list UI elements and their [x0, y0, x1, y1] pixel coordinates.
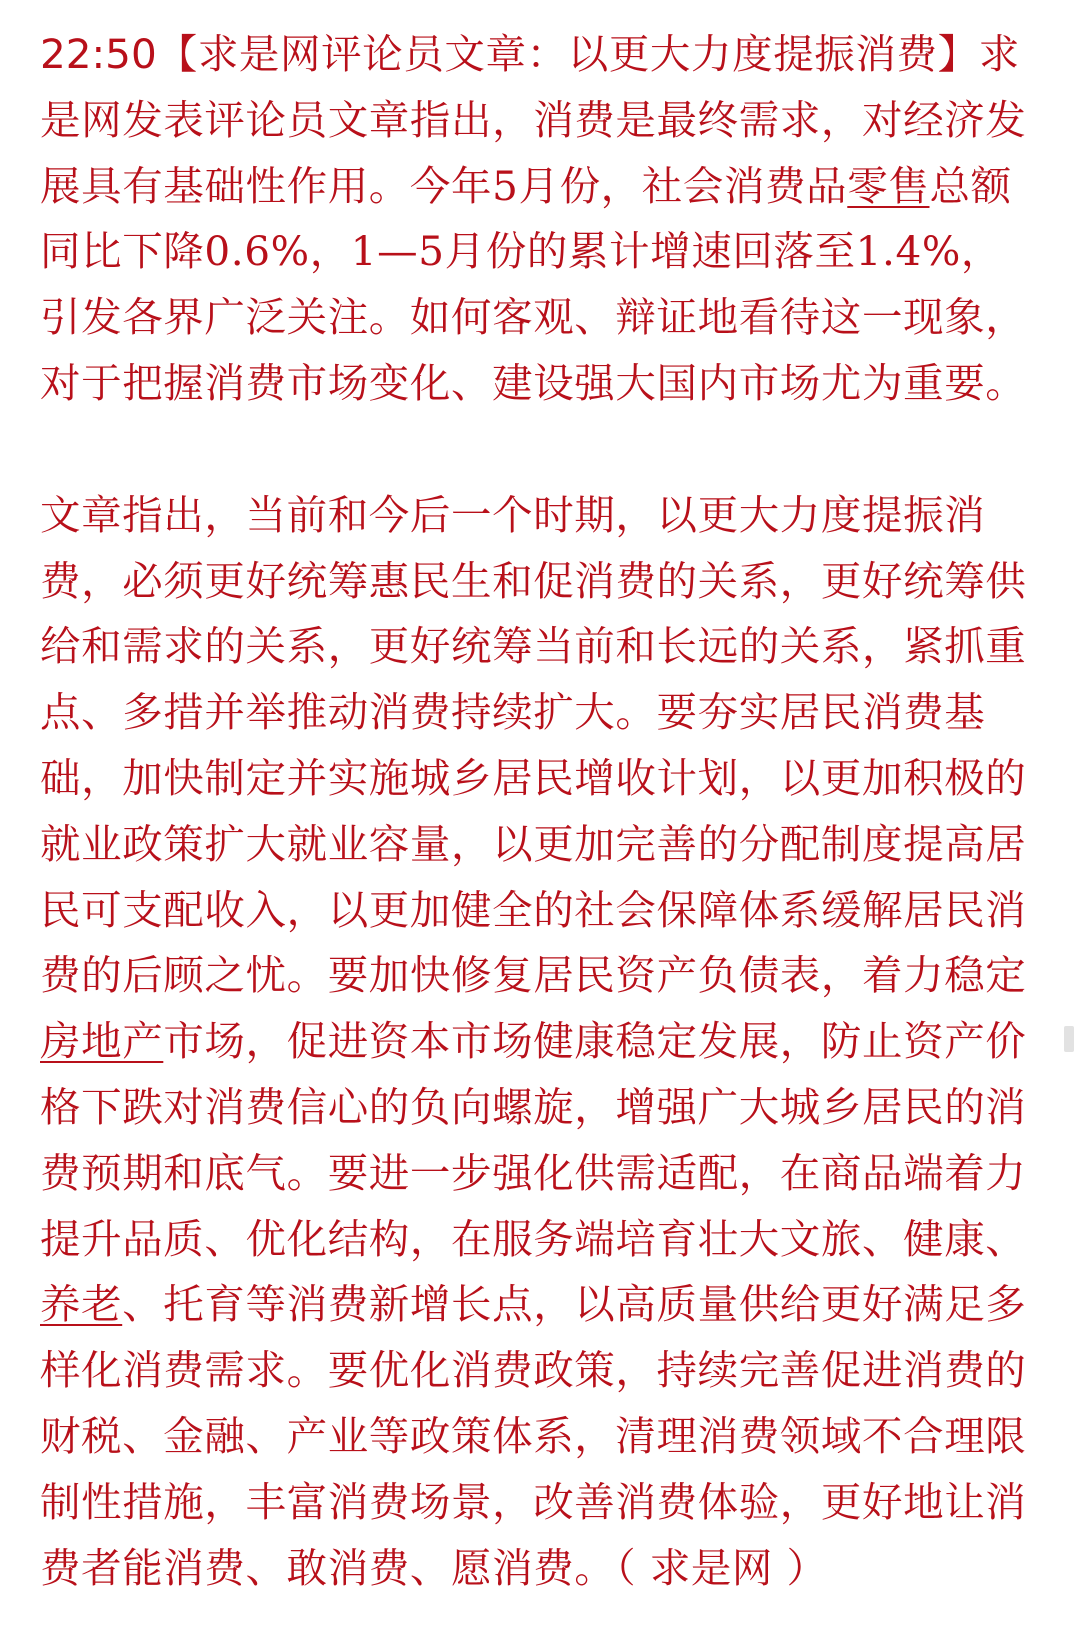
paragraph-intro	[40, 22, 1040, 417]
paragraph-text: 总额同比下降0.6%，1—5月份的累计增速回落至1.4%，引发各界广泛关注。如何客观、辩证地看待这一现象，对于把握消费市场变化、建设强大国内市场尤为重要。	[40, 161, 1027, 407]
article-body	[40, 22, 1040, 1601]
keyword-link-retail[interactable]: 零售	[847, 161, 930, 210]
paragraph-text: 文章指出，当前和今后一个时期，以更大力度提振消费，必须更好统筹惠民生和促消费的关系，更好统筹供给和需求的关系，更好统筹当前和长远的关系，紧抓重点、多措并举推动消费持续扩大。要夯实居民消费基础，加快制定并实施城乡居民增收计划，以更加积极的就业政策扩大就业容量，以更加完善的分配制度提高居民可支配收入，以更加健全的社会保障体系缓解居民消费的后顾之忧。要加快修复居民资产负债表，着力稳定	[40, 490, 1027, 1000]
keyword-link-elderly-care[interactable]: 养老	[40, 1280, 123, 1329]
keyword-link-real-estate[interactable]: 房地产	[40, 1017, 164, 1066]
paragraph-spacer	[40, 417, 1040, 483]
scrollbar-thumb[interactable]	[1064, 1026, 1074, 1052]
paragraph-text: 市场，促进资本市场健康稳定发展，防止资产价格下跌对消费信心的负向螺旋，增强广大城乡居民的消费预期和底气。要进一步强化供需适配，在商品端着力提升品质、优化结构，在服务端培育壮大文旅、健康、	[40, 1017, 1027, 1263]
timestamp: 22:50	[40, 30, 157, 78]
paragraph-text: 、托育等消费新增长点，以高质量供给更好满足多样化消费需求。要优化消费政策，持续完善促进消费的财税、金融、产业等政策体系，清理消费领域不合理限制性措施，丰富消费场景，改善消费体验，更好地让消费者能消费、敢消费、愿消费。（ 求是网 ）	[40, 1280, 1027, 1592]
paragraph-main	[40, 483, 1040, 1602]
paragraph-text: 【求是网评论员文章：以更大力度提振消费】求是网发表评论员文章指出，消费是最终需求，对经济发展具有基础性作用。今年5月份，社会消费品	[40, 30, 1027, 210]
